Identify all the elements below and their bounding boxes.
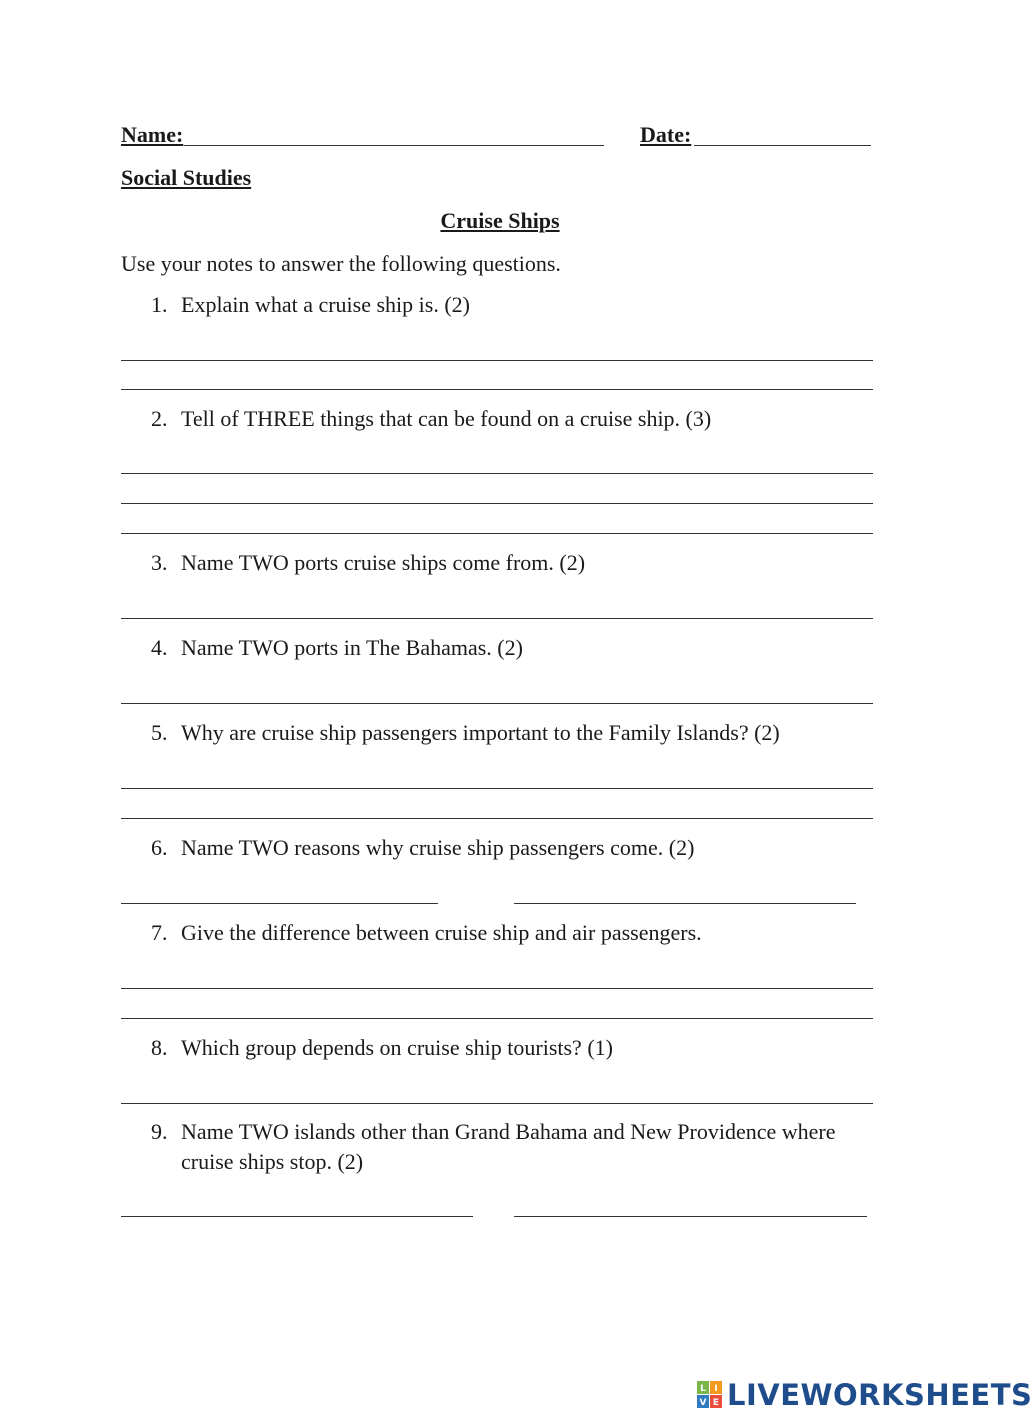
- question-number: 3.: [151, 550, 168, 575]
- answer-line-left[interactable]: [121, 903, 438, 904]
- question-text: Tell of THREE things that can be found on a cruise ship. (3): [181, 406, 712, 431]
- liveworksheets-watermark: [697, 1378, 1032, 1412]
- answer-line-left[interactable]: [121, 1216, 473, 1217]
- answer-line[interactable]: [121, 503, 873, 504]
- answer-line[interactable]: [121, 389, 873, 390]
- question-number: 8.: [151, 1035, 168, 1060]
- question-number: 9.: [151, 1119, 168, 1144]
- question-number: 6.: [151, 835, 168, 860]
- answer-line[interactable]: [121, 988, 873, 989]
- question-number: 5.: [151, 720, 168, 745]
- answer-line-right[interactable]: [514, 1216, 867, 1217]
- answer-line[interactable]: [121, 360, 873, 361]
- name-label: Name:: [121, 122, 184, 147]
- question-text: Explain what a cruise ship is. (2): [181, 292, 470, 317]
- answer-line[interactable]: [121, 703, 873, 704]
- instructions: Use your notes to answer the following questions.: [121, 251, 561, 276]
- question-text: Name TWO reasons why cruise ship passengers come. (2): [181, 835, 695, 860]
- question-number: 1.: [151, 292, 168, 317]
- question-text: Name TWO islands other than Grand Bahama and New Providence where cruise ships stop. (2): [181, 1119, 836, 1174]
- subject-heading: Social Studies: [121, 165, 252, 190]
- question-text: Give the difference between cruise ship and air passengers.: [181, 920, 702, 945]
- worksheet-title: Cruise Ships: [440, 208, 560, 233]
- svg-text:E: E: [712, 1398, 720, 1408]
- name-field-line[interactable]: [184, 145, 604, 146]
- answer-line[interactable]: [121, 1018, 873, 1019]
- brand-text: LIVEWORKSHEETS: [727, 1378, 1032, 1412]
- svg-text:L: L: [700, 1384, 706, 1394]
- question-text: Which group depends on cruise ship tourists? (1): [181, 1035, 613, 1060]
- svg-text:I: I: [714, 1384, 718, 1394]
- liveworksheets-logo-icon: [697, 1381, 723, 1409]
- question-number: 7.: [151, 920, 168, 945]
- question-number: 2.: [151, 406, 168, 431]
- question-text: Why are cruise ship passengers important to the Family Islands? (2): [181, 720, 780, 745]
- answer-line[interactable]: [121, 818, 873, 819]
- answer-line[interactable]: [121, 788, 873, 789]
- question-text: Name TWO ports in The Bahamas. (2): [181, 635, 523, 660]
- answer-line[interactable]: [121, 533, 873, 534]
- answer-line[interactable]: [121, 1103, 873, 1104]
- answer-line[interactable]: [121, 618, 873, 619]
- svg-text:V: V: [699, 1398, 707, 1408]
- question-text: Name TWO ports cruise ships come from. (2): [181, 550, 586, 575]
- answer-line[interactable]: [121, 473, 873, 474]
- answer-line-right[interactable]: [514, 903, 856, 904]
- question-number: 4.: [151, 635, 168, 660]
- date-label: Date:: [640, 122, 692, 147]
- date-field-line[interactable]: [694, 145, 871, 146]
